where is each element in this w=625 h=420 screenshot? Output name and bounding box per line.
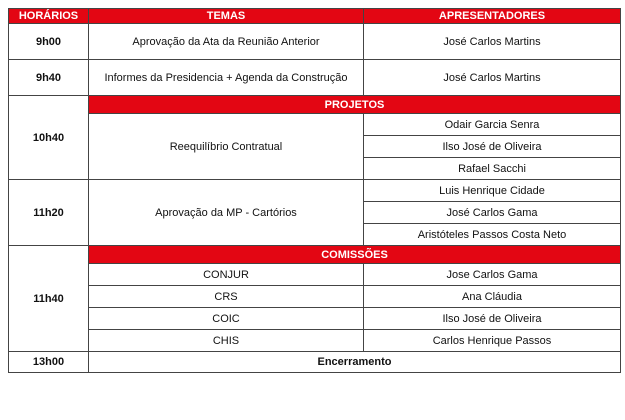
apresentador-cell: José Carlos Martins xyxy=(364,24,621,60)
apresentador-cell: Ilso José de Oliveira xyxy=(364,308,621,330)
time-cell: 11h20 xyxy=(9,180,89,246)
tema-cell: CONJUR xyxy=(89,264,364,286)
apresentador-cell: José Carlos Martins xyxy=(364,60,621,96)
table-row xyxy=(9,352,621,373)
apresentador-cell: Ilso José de Oliveira xyxy=(364,136,621,158)
table-row xyxy=(9,308,621,330)
apresentador-cell: José Carlos Gama xyxy=(364,202,621,224)
tema-cell: CRS xyxy=(89,286,364,308)
header-apresentadores: APRESENTADORES xyxy=(364,9,621,24)
apresentador-cell: Ana Cláudia xyxy=(364,286,621,308)
tema-cell: CHIS xyxy=(89,330,364,352)
table-row xyxy=(9,180,621,202)
tema-cell: Aprovação da Ata da Reunião Anterior xyxy=(89,24,364,60)
table-row xyxy=(9,114,621,136)
apresentador-cell: Luis Henrique Cidade xyxy=(364,180,621,202)
table-row xyxy=(9,264,621,286)
projetos-band-row xyxy=(9,96,621,114)
time-cell: 10h40 xyxy=(9,96,89,180)
comissoes-band-row xyxy=(9,246,621,264)
encerramento-cell: Encerramento xyxy=(89,352,621,373)
tema-cell: Informes da Presidencia + Agenda da Construção xyxy=(89,60,364,96)
time-cell: 9h00 xyxy=(9,24,89,60)
agenda-wrapper xyxy=(8,8,621,373)
time-cell: 9h40 xyxy=(9,60,89,96)
header-temas: TEMAS xyxy=(89,9,364,24)
section-band-comissoes: COMISSÕES xyxy=(89,246,621,264)
time-cell: 11h40 xyxy=(9,246,89,352)
tema-cell: Aprovação da MP - Cartórios xyxy=(89,180,364,246)
table-row xyxy=(9,286,621,308)
tema-cell: Reequilíbrio Contratual xyxy=(89,114,364,180)
table-row xyxy=(9,24,621,60)
apresentador-cell: Aristóteles Passos Costa Neto xyxy=(364,224,621,246)
tema-cell: COIC xyxy=(89,308,364,330)
apresentador-cell: Rafael Sacchi xyxy=(364,158,621,180)
apresentador-cell: Odair Garcia Senra xyxy=(364,114,621,136)
agenda-table xyxy=(8,8,621,373)
table-row xyxy=(9,330,621,352)
header-row xyxy=(9,9,621,24)
time-cell: 13h00 xyxy=(9,352,89,373)
header-horarios: HORÁRIOS xyxy=(9,9,89,24)
table-row xyxy=(9,60,621,96)
apresentador-cell: Carlos Henrique Passos xyxy=(364,330,621,352)
section-band-projetos: PROJETOS xyxy=(89,96,621,114)
apresentador-cell: Jose Carlos Gama xyxy=(364,264,621,286)
